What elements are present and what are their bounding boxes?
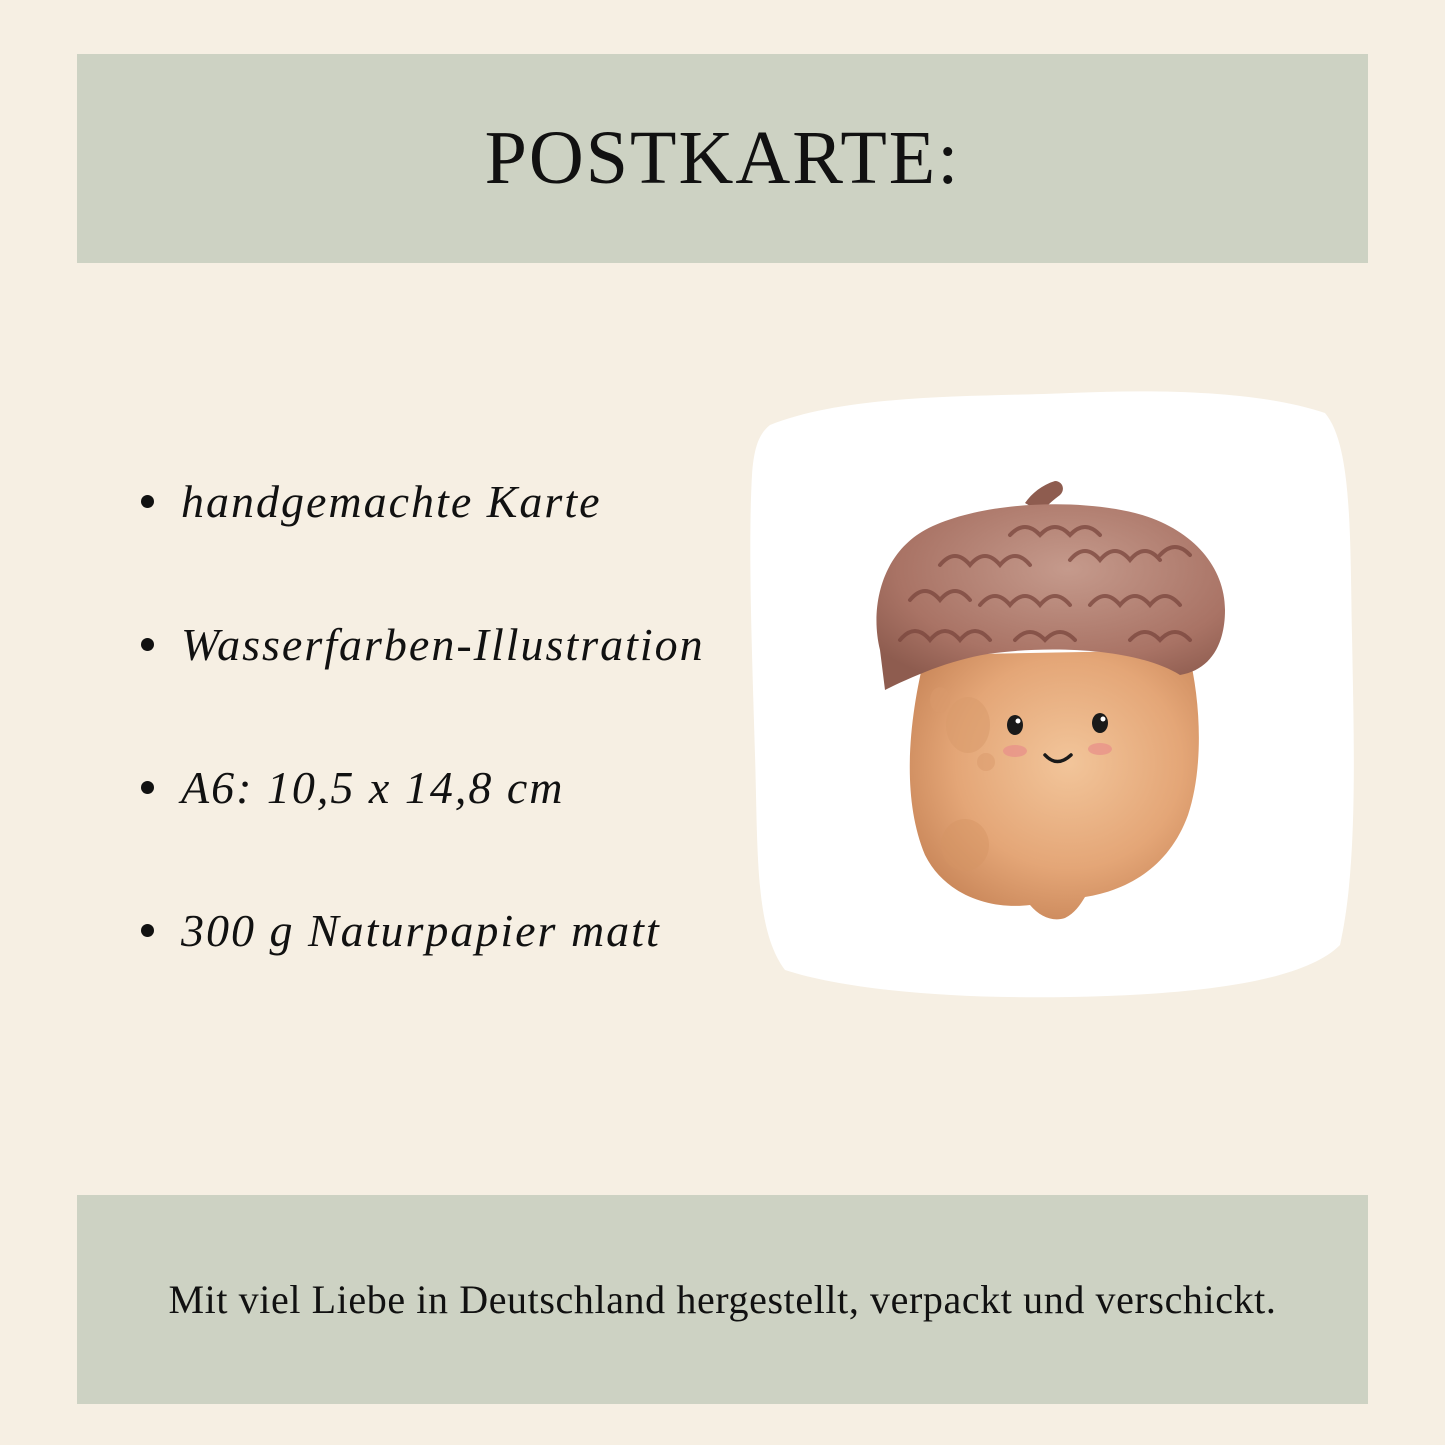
list-item [135, 430, 705, 573]
bullet-icon [141, 495, 154, 508]
feature-list [135, 430, 705, 1002]
feature-text: 300 g Naturpapier matt [181, 905, 661, 956]
page-title: POSTKARTE: [484, 116, 961, 200]
right-cheek [1088, 743, 1112, 755]
footer-band [77, 1195, 1368, 1404]
feature-text: Wasserfarben-Illustration [181, 619, 705, 670]
header-band [77, 54, 1368, 263]
left-cheek [1003, 745, 1027, 757]
footer-text: Mit viel Liebe in Deutschland hergestellt, verpackt und verschickt. [168, 1277, 1277, 1322]
list-item [135, 859, 705, 1002]
right-eye [1092, 713, 1108, 733]
list-item [135, 716, 705, 859]
feature-text: A6: 10,5 x 14,8 cm [181, 762, 565, 813]
acorn-illustration [740, 385, 1365, 1005]
bullet-icon [141, 924, 154, 937]
bullet-icon [141, 638, 154, 651]
feature-text: handgemachte Karte [181, 476, 602, 527]
bullet-icon [141, 781, 154, 794]
list-item [135, 573, 705, 716]
left-eye [1007, 715, 1023, 735]
acorn-icon [740, 385, 1365, 1005]
